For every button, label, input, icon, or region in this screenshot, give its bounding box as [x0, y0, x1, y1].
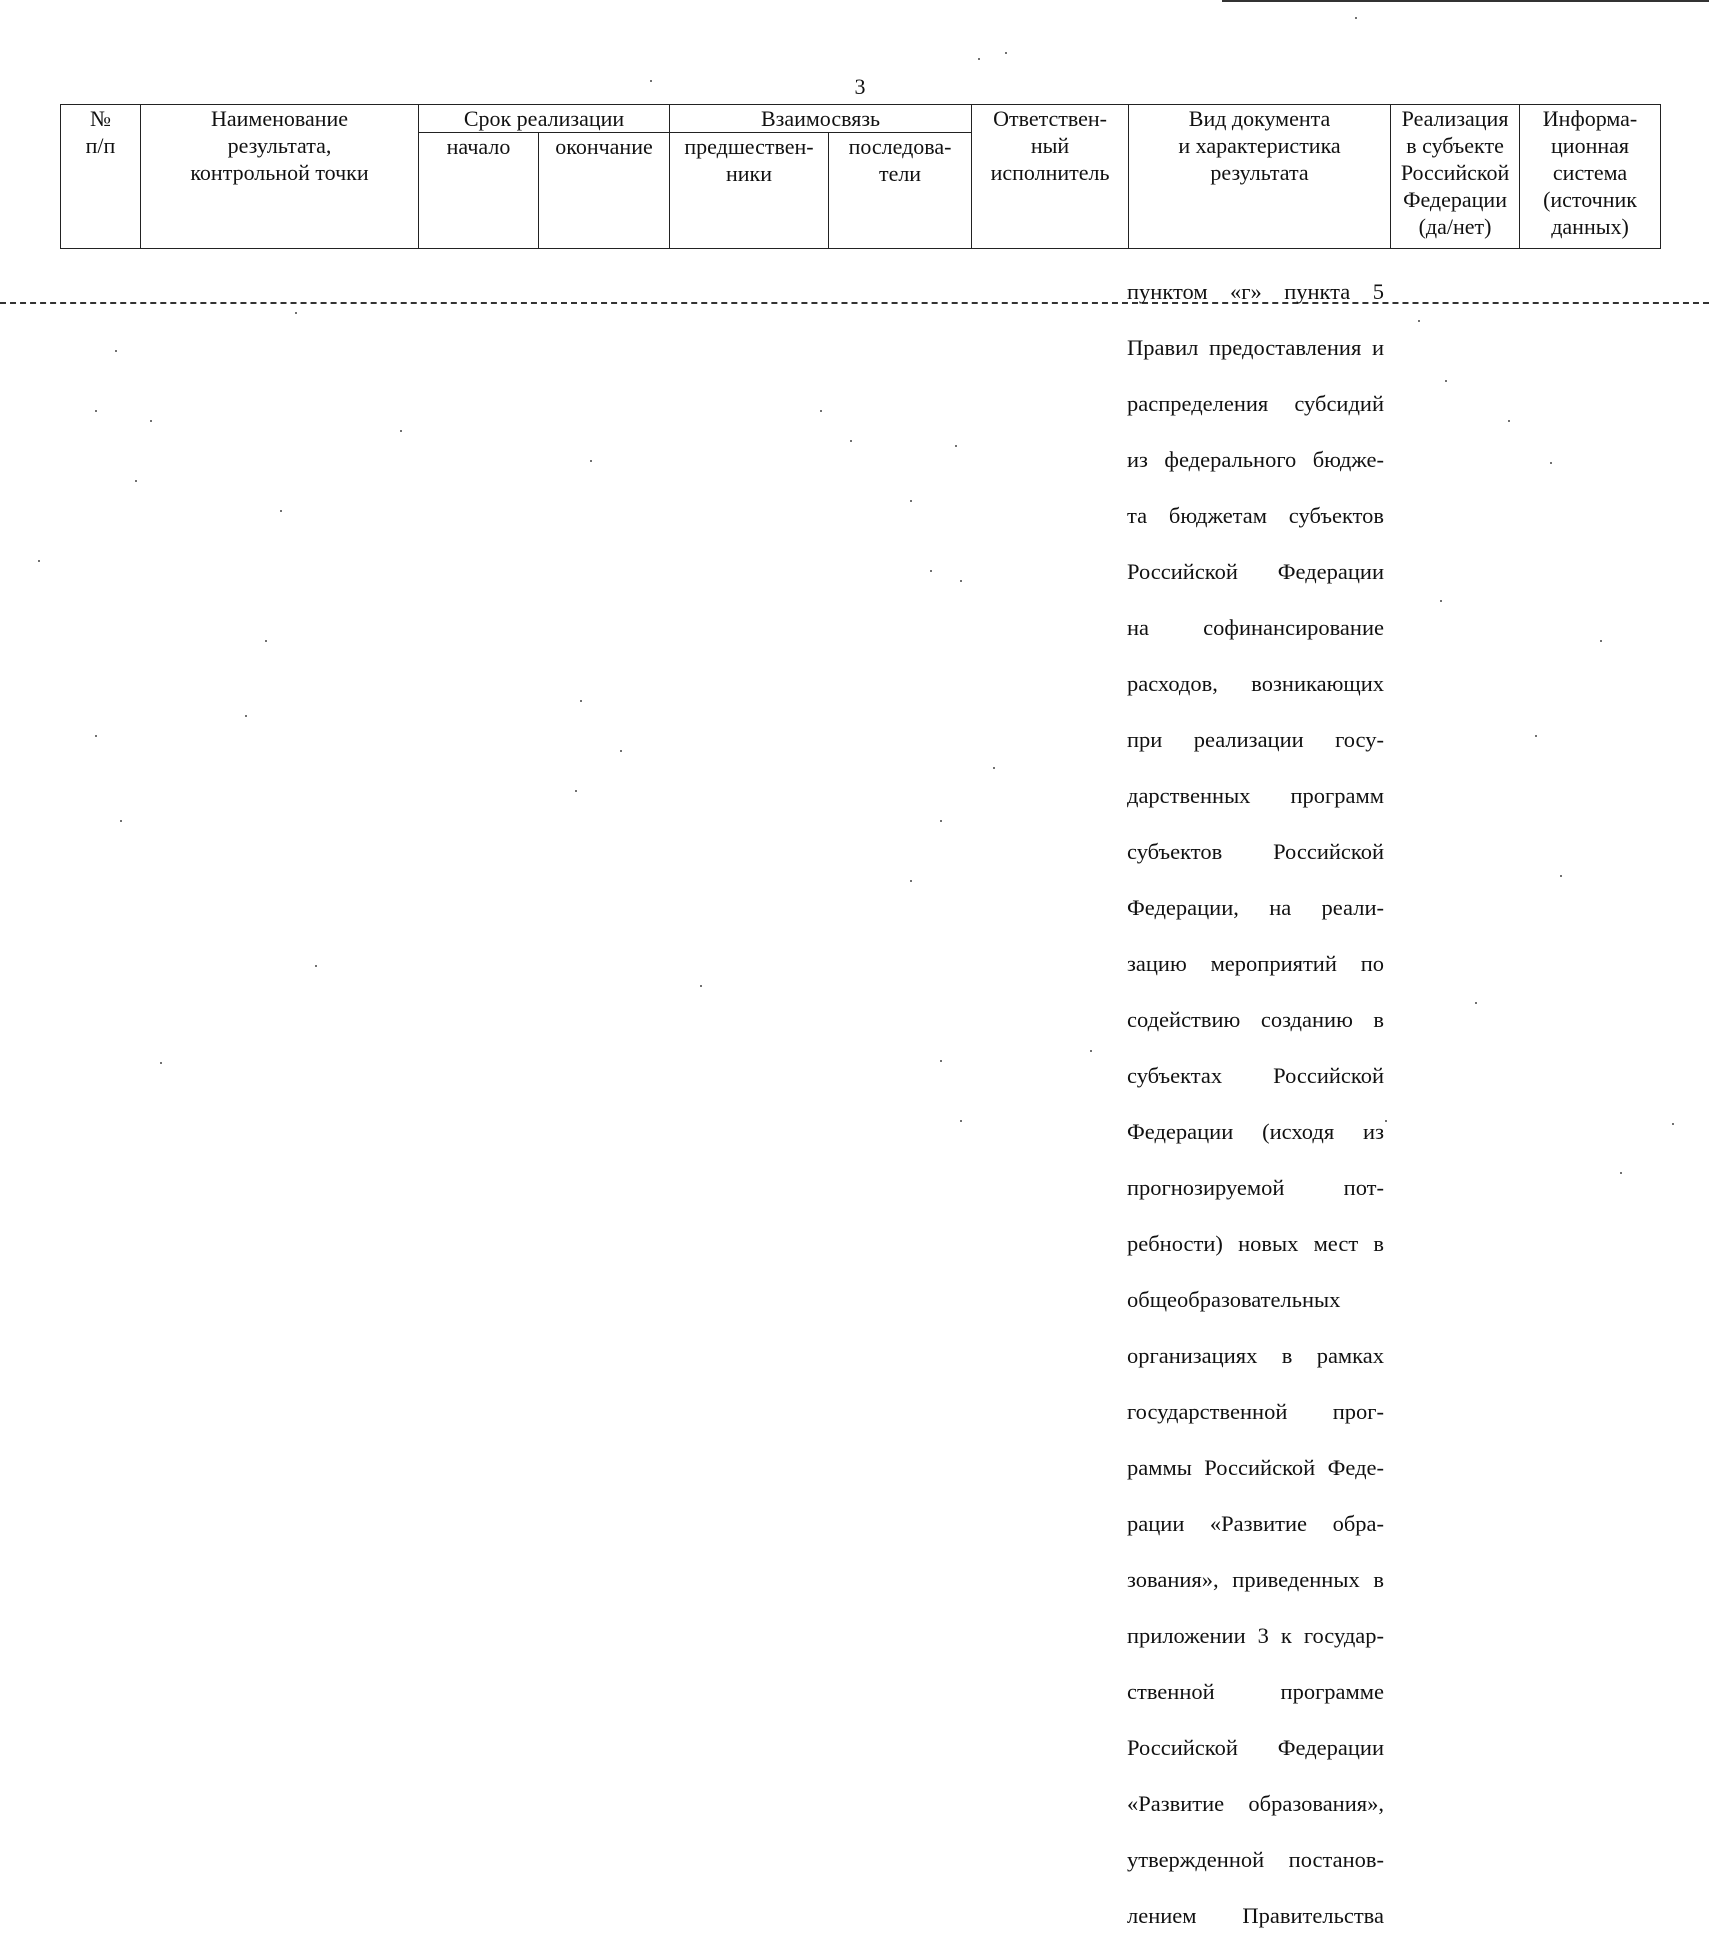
- scan-speck: [978, 58, 980, 60]
- scan-speck: [580, 700, 582, 702]
- text-line: субъектах Российской: [1127, 1063, 1384, 1088]
- scan-speck: [1475, 1002, 1477, 1004]
- scan-speck: [1440, 600, 1442, 602]
- text-line: пунктом «г» пункта 5: [1127, 279, 1384, 304]
- header-cell-document: Вид документа и характеристика результата: [1129, 105, 1391, 249]
- scan-speck: [930, 570, 932, 572]
- scan-speck: [265, 640, 267, 642]
- header-cell-successors: последова- тели: [829, 133, 972, 249]
- scan-speck: [620, 750, 622, 752]
- text-line: та бюджетам субъектов: [1127, 503, 1384, 528]
- text-line: организациях в рамках: [1127, 1343, 1384, 1368]
- scan-speck: [38, 560, 40, 562]
- scan-speck: [1418, 320, 1420, 322]
- scan-speck: [315, 965, 317, 967]
- scan-speck: [1090, 1050, 1092, 1052]
- text-line: зования», приведенных в: [1127, 1567, 1384, 1592]
- scan-speck: [993, 767, 995, 769]
- header-cell-number: № п/п: [61, 105, 141, 249]
- scan-speck: [960, 580, 962, 582]
- scan-speck: [650, 80, 652, 82]
- text-line: прогнозируемой пот-: [1127, 1175, 1384, 1200]
- header-cell-predecessors: предшествен- ники: [670, 133, 829, 249]
- text-line: Федерации (исходя из: [1127, 1119, 1384, 1144]
- scan-speck: [150, 420, 152, 422]
- header-cell-link: Взаимосвязь: [670, 105, 972, 133]
- text-line: из федерального бюдже-: [1127, 447, 1384, 472]
- header-cell-name: Наименование результата, контрольной точки: [141, 105, 419, 249]
- scan-speck: [590, 460, 592, 462]
- scan-speck: [1560, 875, 1562, 877]
- dashed-separator: [0, 302, 1709, 304]
- scan-speck: [95, 410, 97, 412]
- text-line: дарственных программ: [1127, 783, 1384, 808]
- scan-speck: [910, 880, 912, 882]
- scan-speck: [850, 440, 852, 442]
- scan-speck: [910, 500, 912, 502]
- header-cell-implementation: Реализация в субъекте Российской Федерации (да/нет): [1391, 105, 1520, 249]
- scan-speck: [160, 1062, 162, 1064]
- scan-speck: [1508, 420, 1510, 422]
- scan-speck: [295, 312, 297, 314]
- scan-speck: [940, 820, 942, 822]
- text-line: утвержденной постанов-: [1127, 1847, 1384, 1872]
- text-line: рации «Развитие обра-: [1127, 1511, 1384, 1536]
- top-edge-rule: [1222, 0, 1709, 2]
- text-line: приложении 3 к государ-: [1127, 1623, 1384, 1648]
- header-cell-info-system: Информа- ционная система (источник данных): [1520, 105, 1661, 249]
- header-cell-term-end: окончание: [539, 133, 670, 249]
- header-cell-term-start: начало: [419, 133, 539, 249]
- scan-speck: [1385, 1120, 1387, 1122]
- scan-speck: [1355, 17, 1357, 19]
- text-line: Федерации, на реали-: [1127, 895, 1384, 920]
- page-number: 3: [854, 74, 866, 99]
- scan-speck: [1445, 380, 1447, 382]
- header-cell-responsible: Ответствен- ный исполнитель: [972, 105, 1129, 249]
- scan-speck: [955, 445, 957, 447]
- header-cell-term: Срок реализации: [419, 105, 670, 133]
- text-line: содействию созданию в: [1127, 1007, 1384, 1032]
- scan-speck: [820, 410, 822, 412]
- scan-speck: [1600, 640, 1602, 642]
- scan-speck: [1620, 1172, 1622, 1174]
- text-line: субъектов Российской: [1127, 839, 1384, 864]
- text-line: раммы Российской Феде-: [1127, 1455, 1384, 1480]
- scan-speck: [115, 350, 117, 352]
- scan-speck: [95, 735, 97, 737]
- text-line: лением Правительства: [1127, 1903, 1384, 1928]
- scan-speck: [280, 510, 282, 512]
- scan-speck: [1550, 462, 1552, 464]
- scan-speck: [135, 480, 137, 482]
- scan-speck: [960, 1120, 962, 1122]
- scan-speck: [575, 790, 577, 792]
- text-line: расходов, возникающих: [1127, 671, 1384, 696]
- text-line: ребности) новых мест в: [1127, 1231, 1384, 1256]
- text-line: «Развитие образования»,: [1127, 1791, 1384, 1816]
- scan-speck: [245, 715, 247, 717]
- scan-speck: [700, 985, 702, 987]
- text-line: на софинансирование: [1127, 615, 1384, 640]
- scan-speck: [400, 430, 402, 432]
- scan-speck: [1535, 735, 1537, 737]
- header-table: [60, 104, 1661, 249]
- text-line: при реализации госу-: [1127, 727, 1384, 752]
- scan-speck: [120, 820, 122, 822]
- scan-speck: [1005, 52, 1007, 54]
- text-line: Правил предоставления и: [1127, 335, 1384, 360]
- text-line: общеобразовательных: [1127, 1287, 1341, 1312]
- text-line: ственной программе: [1127, 1679, 1384, 1704]
- scan-speck: [940, 1060, 942, 1062]
- text-line: Российской Федерации: [1127, 1735, 1384, 1760]
- document-characteristic-continuation: [1127, 250, 1384, 1958]
- scan-speck: [1672, 1123, 1674, 1125]
- text-line: Российской Федерации: [1127, 559, 1384, 584]
- text-line: зацию мероприятий по: [1127, 951, 1384, 976]
- text-line: распределения субсидий: [1127, 391, 1384, 416]
- text-line: государственной прог-: [1127, 1399, 1384, 1424]
